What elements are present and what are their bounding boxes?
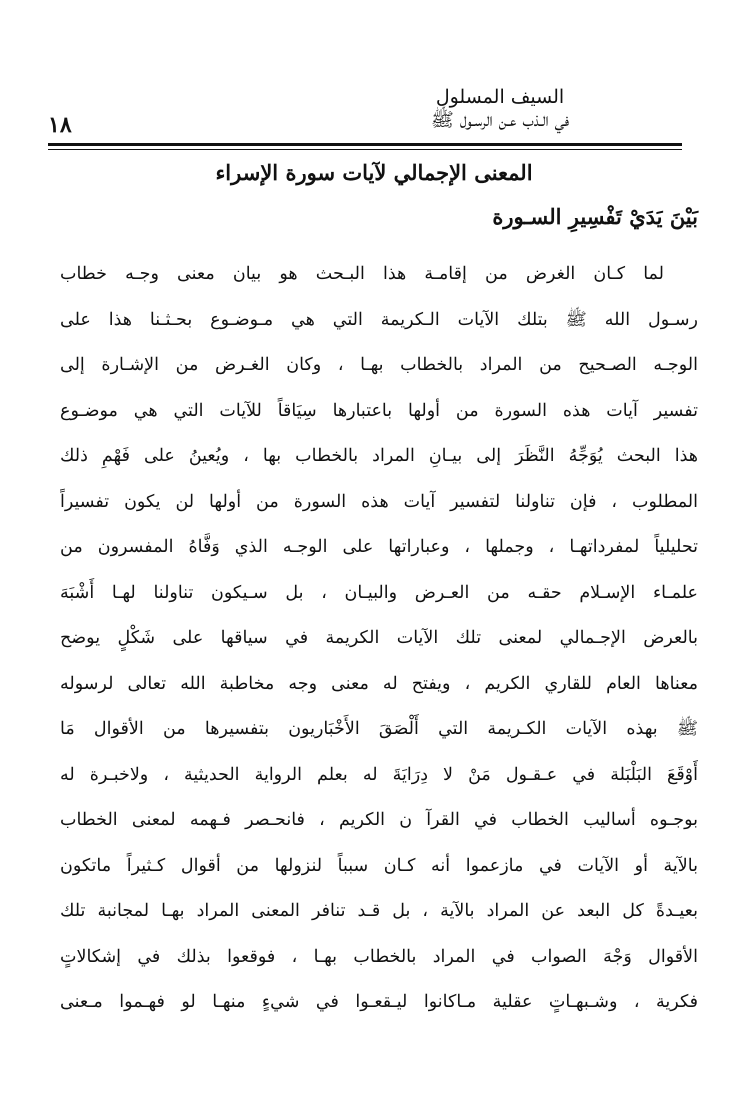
body-line: ﷺ بهذه الآيات الكـريمة التي أَلْصَقَ الأَخْبَاريون بتفسيرها من الأقوال مَا [60, 719, 698, 739]
body-line: تفسير آيات هذه السورة من أولها باعتبارها سِيَاقاً للآيات التي هي موضـوع [60, 400, 698, 421]
body-line: المطلوب ، فإن تناولنا لتفسير آيات هذه السورة من أولها لن يكون تفسيراً [60, 491, 698, 512]
page-number: ١٨ [48, 112, 72, 138]
body-line: بالعرض الإجـمالي لمعنى تلك الآيات الكريمة في سياقها على شَكْلٍ يوضح [60, 628, 698, 648]
body-line: بوجـوه أساليب الخطاب في القرآ ن الكريم ، فانحـصر فـهمه لمعنى الخطاب [60, 810, 698, 830]
body-line: علمـاء الإسـلام حقـه من العـرض والبيـان ، بل سـيكون تناولنا لهـا أَشْبَهَ [60, 582, 698, 603]
body-paragraph [60, 252, 698, 1026]
body-line: بعيـدةً كل البعد عن المراد بالآية ، بل قـد تنافر المعنى المراد بهـا لمجانبة تلك [60, 901, 698, 921]
body-line: بالآية أو الآيات في مازعموا أنه كـان سبباً لنزولها من أقوال كـثيراً ماتكون [60, 855, 698, 876]
body-line: تحليلياً لمفرداتهـا ، وجملها ، وعباراتها على الوجـه الذي وَفَّاهُ المفسرون من [60, 537, 698, 557]
header-rule [48, 143, 682, 146]
running-title [320, 86, 680, 132]
body-line: رسـول الله ﷺ بتلك الآيات الـكريمة التي هي مـوضـوع بحـثـنا هذا على [60, 309, 698, 330]
body-line: أَوْقَعَ البَلْبَلة في عـقـول مَنْ لا دِرَايَةَ له بعلم الرواية الحديثية ، ولاخبـرة له [60, 764, 698, 785]
section-title: المعنى الإجمالي لآيات سورة الإسراء [215, 160, 533, 185]
running-title-line-2: في الـذب عـن الرسـول ﷺ [430, 109, 570, 131]
body-line: فكرية ، وشـبهـاتٍ عقلية مـاكانوا ليـقعـوا في شيءٍ منهـا لو فهـموا مـعنى [60, 992, 698, 1012]
body-line: الأقوال وَجْهَ الصواب في المراد بالخطاب بهـا ، فوقعوا بذلك في إشكالاتٍ [60, 946, 698, 967]
section-subtitle: بَيْنَ يَدَيْ تَفْسِيرِ السـورة [492, 204, 698, 229]
body-line: الوجـه الصـحيح من المراد بالخطاب بهـا ، وكان الغـرض من الإشـارة إلى [60, 355, 698, 375]
body-line: هذا البحث يُوَجِّهُ النَّظَرَ إلى بيـانِ المراد بالخطاب بها ، ويُعينُ على فَهْمِ ذلك [60, 446, 698, 466]
header-rule-thin [48, 149, 682, 150]
running-title-line-1: السيف المسلول [435, 86, 565, 108]
page-header [48, 86, 680, 142]
body-line: معناها العام للقاري الكريم ، ويفتح له معنى وجه مخاطبة الله تعالى لرسوله [60, 673, 698, 694]
body-line: لما كـان الغرض من إقامـة هذا البـحث هو بيان معنى وجـه خطاب [60, 264, 664, 284]
